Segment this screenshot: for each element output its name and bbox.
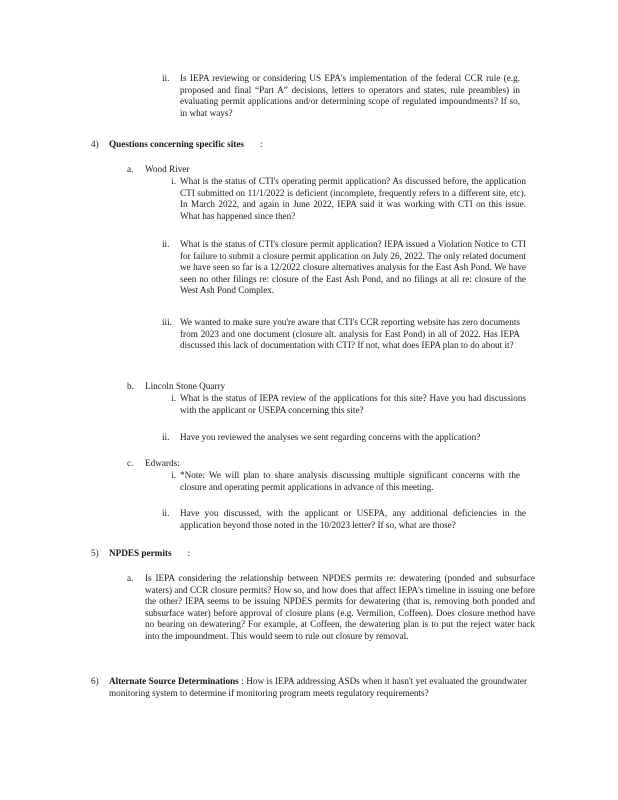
item-text: *Note: We will plan to share analysis discussing multiple significant concerns with the closure and operating permit applications in advance of this meeting. <box>180 470 520 492</box>
subsection-title: Edwards: <box>145 458 180 468</box>
item-marker: ii. <box>162 508 170 518</box>
section-block <box>91 676 527 699</box>
item-marker: ii. <box>162 239 170 249</box>
list-item <box>127 573 535 642</box>
subsection-marker: b. <box>127 381 134 391</box>
list-item <box>162 239 526 297</box>
item-text: Have you discussed, with the applicant or USEPA, any additional deficiencies in the application beyond those noted in the 10/2023 letter? If so, what are those? <box>180 508 526 530</box>
list-item <box>162 176 526 222</box>
section-text: How is IEPA addressing ASDs when it hasn't yet evaluated the groundwater monitoring system to determine if monitoring program meets regulatory requirements? <box>109 676 528 698</box>
item-marker: a. <box>127 573 134 583</box>
item-text: We wanted to make sure you're aware that CTI's CCR reporting website has zero documents from 2023 and one document (closure alt. analysis for East Pond) in all of 2022. Has IEPA discussed this lack of documentation with CTI? If not, what does IEPA plan to do about it? <box>180 317 520 350</box>
item-marker: i. <box>171 470 176 480</box>
section-number: 6) <box>91 676 99 686</box>
item-text: What is the status of CTI's operating permit application? As discussed before, the application CTI submitted on 11/1/2022 is deficient (incomplete, frequently refers to a different site, etc). In March 2022, and again in June 2022, IEPA said it was working with CTI on this issue. What has happened since then? <box>180 176 526 221</box>
list-item <box>162 73 520 119</box>
subsection-heading <box>127 164 189 176</box>
item-marker: ii. <box>162 73 170 83</box>
list-item <box>162 432 530 444</box>
section-colon: : <box>187 548 191 558</box>
section-title: Alternate Source Determinations <box>109 676 239 686</box>
subsection-heading <box>127 458 180 470</box>
item-text: What is the status of CTI's closure permit application? IEPA issued a Violation Notice to CTI for failure to submit a closure permit application on July 26, 2022. The only related document we have seen so far is a 12/2022 closure alternatives analysis for the East Ash Pond. We have seen no other filings re: closure of the East Ash Pond, and no filings at all re: closure of the West Ash Pond Complex. <box>180 239 526 295</box>
section-title: NPDES permits <box>109 548 172 558</box>
list-item <box>162 317 520 352</box>
section-heading <box>91 548 190 560</box>
subsection-title: Lincoln Stone Quarry <box>145 381 226 391</box>
list-item <box>162 508 526 531</box>
section-paragraph <box>109 676 527 699</box>
subsection-marker: a. <box>127 164 134 174</box>
section-colon: : <box>241 676 244 686</box>
section-title: Questions concerning specific sites <box>109 139 244 149</box>
section-heading <box>91 139 263 151</box>
item-text: Have you reviewed the analyses we sent regarding concerns with the application? <box>180 432 481 442</box>
item-marker: i. <box>171 176 176 186</box>
section-colon: : <box>260 139 263 149</box>
item-text: Is IEPA considering the relationship between NPDES permits re: dewatering (ponded and subsurface waters) and CCR closure permits? How so, and how does that affect IEPA's timeline in issuing one before the other? IEPA seems to be issuing NPDES permits for dewatering (that is, removing both ponded and subsurface water) before approval of closure plans (e.g. Vermilion, Coffeen). Does closure method have no bearing on dewatering? For example, at Coffeen, the dewatering plan is to put the reject water back into the impoundment. This would seem to rule out closure by removal. <box>145 573 535 641</box>
section-number: 5) <box>91 548 99 558</box>
subsection-marker: c. <box>127 458 134 468</box>
item-text: Is IEPA reviewing or considering US EPA's implementation of the federal CCR rule (e.g. proposed and final “Part A” decisions, letters to operators and states, rule preambles) in evaluating permit applications and/or determining scope of regulated impoundments? If so, in what ways? <box>180 73 520 118</box>
item-text: What is the status of IEPA review of the applications for this site? Have you had discussions with the applicant or USEPA concerning this site? <box>180 393 526 415</box>
item-marker: ii. <box>162 432 170 442</box>
subsection-heading <box>127 381 225 393</box>
section-number: 4) <box>91 139 99 149</box>
item-marker: iii. <box>162 317 172 327</box>
list-item <box>162 470 520 493</box>
item-marker: i. <box>171 393 176 403</box>
list-item <box>162 393 526 416</box>
subsection-title: Wood River <box>145 164 190 174</box>
